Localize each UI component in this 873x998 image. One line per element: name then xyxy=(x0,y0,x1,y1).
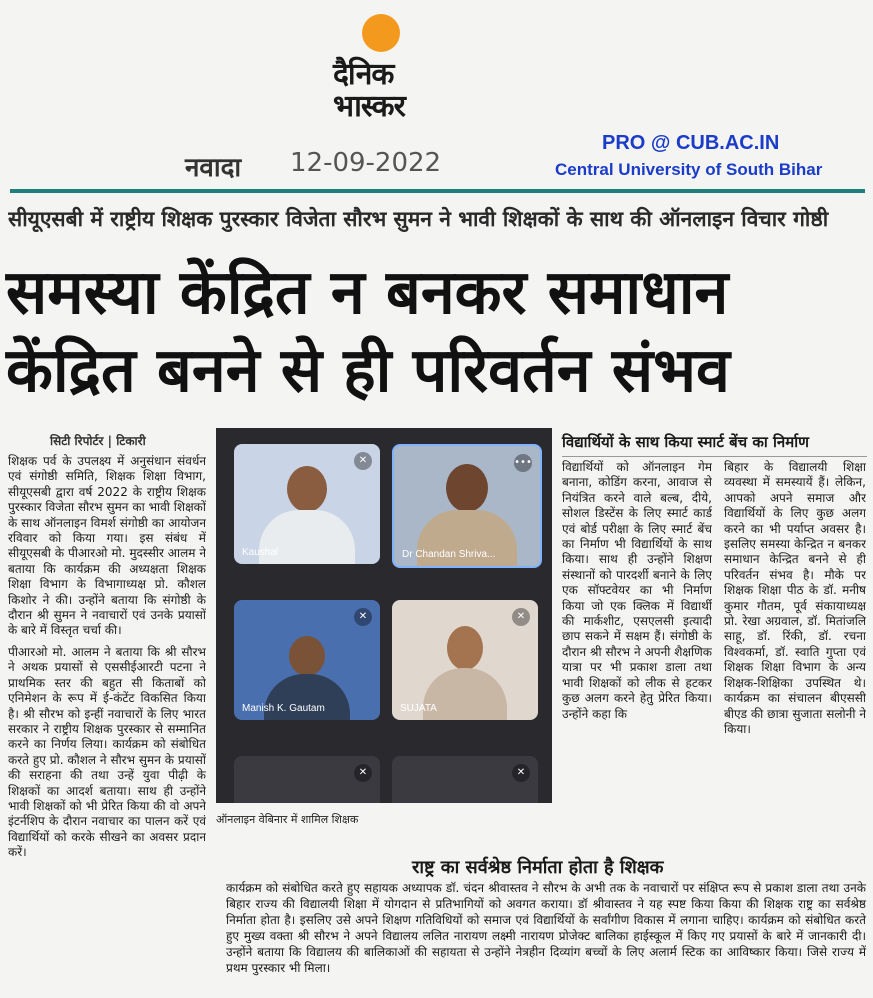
article-column-2 xyxy=(562,460,712,840)
headline-line1: समस्या केंद्रित न बनकर समाधान xyxy=(6,257,729,328)
webinar-photo xyxy=(216,428,552,803)
participant-tile xyxy=(392,444,542,568)
logo-line2: भास्कर xyxy=(333,89,405,124)
participant-tile xyxy=(392,756,538,803)
headline-line2: केंद्रित बनने से ही परिवर्तन संभव xyxy=(6,335,730,406)
column3-text: बिहार के विद्यालयी शिक्षा व्यवस्था में समस्यायें हैं। लेकिन, आपको अपने समाज और विद्यार्थियों के लिए कुछ अलग करने का भी पर्याप्त अवसर है। इसलिए समस्या केन्द्रित न बनकर समाधान केन्द्रित बनने से ही परिवर्तन संभव है। मौके पर शिक्षक शिक्षा पीठ के डॉ. मनीष कुमार गौतम, पूर्व संकायाध्यक्ष प्रो. रेखा अग्रवाल, डॉ. मितांजलि साहू, डॉ. रिंकी, डॉ. रचना विश्वकर्मा, डॉ. स्वाति गुप्ता एवं शिक्षक शिक्षा विभाग के अन्य शिक्षक-शिक्षिका उपस्थित थे। कार्यक्रम का संचालन बीएससी बीएड की छात्रा सुजाता सलोनी ने किया। xyxy=(724,460,866,736)
subsection-body xyxy=(226,880,866,976)
column2-text: विद्यार्थियों को ऑनलाइन गेम बनाना, कोडिंग करना, आवाज से नियंत्रित करने वाले बल्ब, दीये, सोशल डिस्टेंस के लिए स्मार्ट कार्ड एवं बोर्ड परीक्षा के लिए स्मार्ट बेंच का निर्माण भी विद्यार्थियों के साथ किया। साथ ही उन्होंने शिक्षण संस्थानों को पारदर्शी बनाने के लिए एक सॉफ्टवेयर का भी निर्माण किया जो एक क्लिक में विद्यार्थी की मार्कशीट, एसएलसी इत्यादी छाप सकने में सक्षम हैं। संगोष्ठी के दौरान श्री सौरभ ने अपनी शैक्षणिक यात्रा पर भी प्रकाश डाला तथा भावी शिक्षकों को लीक से हटकर कुछ अलग करने हेतु प्रेरित किया। उन्होंने कहा कि xyxy=(562,460,712,721)
participant-tile xyxy=(234,444,380,564)
logo-line1: दैनिक xyxy=(333,57,394,92)
logo-sun-icon xyxy=(362,14,400,52)
header-divider xyxy=(10,189,865,193)
mic-muted-icon: ✕ xyxy=(512,608,530,626)
city-label: नवादा xyxy=(185,153,242,183)
article-column-3 xyxy=(724,460,866,840)
participant-name: Kaushal xyxy=(242,547,279,558)
side-subheading: विद्यार्थियों के साथ किया स्मार्ट बेंच का निर्माण xyxy=(562,433,809,451)
mic-muted-icon: ✕ xyxy=(354,608,372,626)
participant-name: Dr Chandan Shriva... xyxy=(402,549,496,560)
university-label: Central University of South Bihar xyxy=(555,160,823,179)
column1-paragraph-1: शिक्षक पर्व के उपलक्ष्य में अनुसंधान संवर्धन एवं संगोष्ठी समिति, शिक्षक शिक्षा विभाग, सीयूएसबी द्वारा वर्ष 2022 के राष्ट्रीय शिक्षक पुरस्कार विजेता सौरभ सुमन का भावी शिक्षकों के साथ ऑनलाइन विमर्श संगोष्ठी का आयोजन रविवार को किया गया। इस संबंध में सीयूएसबी के पीआरओ मो. मुदस्सीर आलम ने बताया कि कार्यक्रम की अध्यक्षता शिक्षक शिक्षा विभाग के विभागाध्यक्ष प्रो. कौशल किशोर ने की। उन्होंने बताया कि संगोष्ठी के दौरान श्री सुमन ने नवाचारों एवं उनके प्रयासों के बारे में विस्तृत चर्चा की। xyxy=(8,454,206,638)
mic-muted-icon: ✕ xyxy=(354,452,372,470)
mic-muted-icon: ✕ xyxy=(354,764,372,782)
article-column-1 xyxy=(8,454,206,989)
subsection-heading: राष्ट्र का सर्वश्रेष्ठ निर्माता होता है शिक्षक xyxy=(412,857,664,878)
participant-tile xyxy=(234,756,380,803)
mic-muted-icon: ✕ xyxy=(512,764,530,782)
participant-tile xyxy=(234,600,380,720)
side-divider xyxy=(562,456,867,457)
column1-paragraph-2: पीआरओ मो. आलम ने बताया कि श्री सौरभ ने अथक प्रयासों से एससीईआरटी पटना ने प्राथमिक स्तर की बहुत सी किताबों को एनिमेशन के रूप में ई-कंटेंट विकसित किया है। श्री सौरभ को इन्हीं नवाचारों के लिए भारत सरकार ने राष्ट्रीय शिक्षक पुरस्कार से सम्मानित करने का निर्णय लिया। कार्यक्रम को संबोधित करते हुए प्रो. कौशल ने सौरभ सुमन के प्रयासों की सराहना की तथा उन्हें युवा पीढ़ी के शिक्षकों का आदर्श बताया। साथ ही उन्होंने भावी शिक्षकों को भी प्रेरित किया की वो अपने इंटर्नशिप के दौरान नवाचार का पालन करें एवं विद्यार्थियों को करके सीखने का अवसर प्रदान करें। xyxy=(8,644,206,860)
participant-tile xyxy=(392,600,538,720)
kicker: सीयूएसबी में राष्ट्रीय शिक्षक पुरस्कार विजेता सौरभ सुमन ने भावी शिक्षकों के साथ की ऑनलाइन विचार गोष्ठी xyxy=(8,207,829,231)
photo-caption: ऑनलाइन वेबिनार में शामिल शिक्षक xyxy=(216,813,359,826)
date-label: 12-09-2022 xyxy=(290,148,442,178)
subsection-text: कार्यक्रम को संबोधित करते हुए सहायक अध्यापक डॉ. चंदन श्रीवास्तव ने सौरभ के अभी तक के नवाचारों पर संक्षिप्त रूप से प्रकाश डाला तथा उनके बिहार राज्य की विद्यालयी शिक्षा में योगदान से प्रतिभागियों को अवगत कराया। डॉ श्रीवास्तव ने यह स्पष्ट किया किया की शिक्षक राष्ट्र का सर्वश्रेष्ठ निर्माता होता है। इसलिए उसे अपने शिक्षण गतिविधियों को समाज एवं विद्यार्थियों के सर्वांगीण विकास में लगाना चाहिए। कार्यक्रम को संबोधित करते हुए मुख्य वक्ता श्री सौरभ ने अपने विद्यालय ललित नारायण लक्ष्मी नारायण प्रोजेक्ट बालिका हाईस्कूल में किए गए प्रयासों के बारे में जानकारी दी। उन्होंने बताया कि विद्यालय की बालिकाओं की सहायता से उन्होंने नेत्रहीन दिव्यांग बच्चों के लिए अलार्म स्टिक का आविष्कार किया। जिसे राज्य में प्रथम पुरस्कार भी मिला। xyxy=(226,881,866,975)
more-options-icon: ••• xyxy=(514,454,532,472)
pro-label: PRO @ CUB.AC.IN xyxy=(602,132,780,154)
participant-name: SUJATA xyxy=(400,703,437,714)
participant-name: Manish K. Gautam xyxy=(242,703,325,714)
byline: सिटी रिपोर्टर | टिकारी xyxy=(50,434,146,448)
